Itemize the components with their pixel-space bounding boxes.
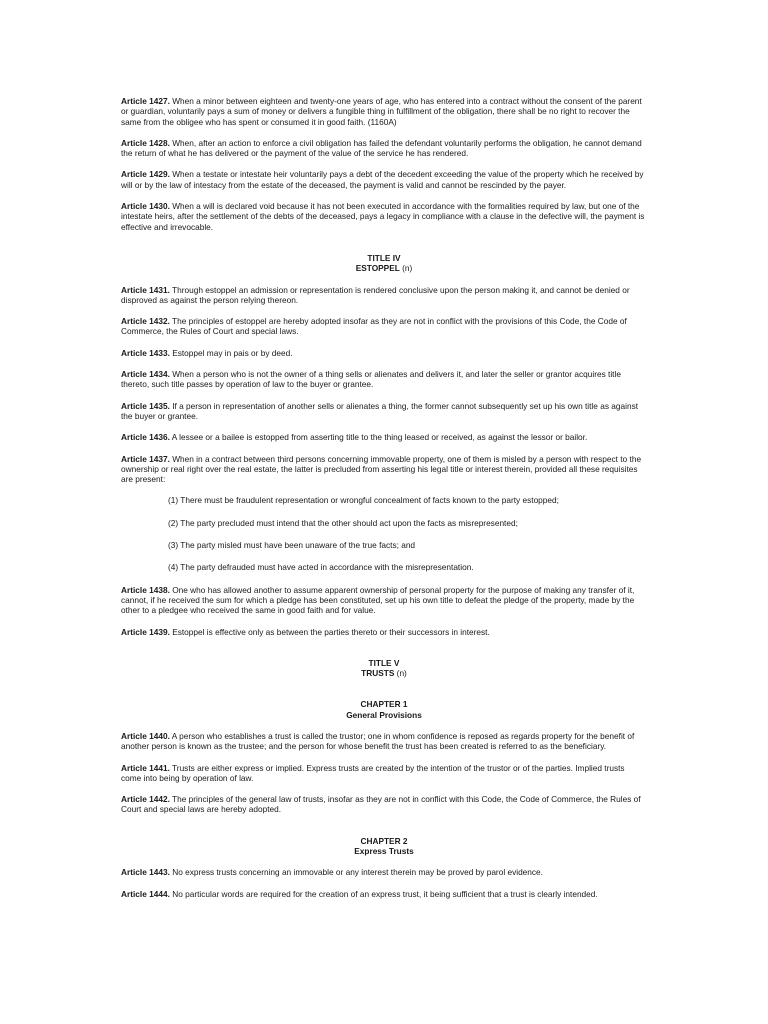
article-1443 bbox=[121, 867, 647, 877]
article-text: When, after an action to enforce a civil obligation has failed the defendant voluntarily performs the obligation, he cannot demand the return of what he has delivered or the payment of the value of the service he has rendered. bbox=[121, 137, 642, 159]
article-1436 bbox=[121, 432, 647, 442]
article-number: Article 1430. bbox=[121, 201, 170, 212]
article-1444 bbox=[121, 889, 647, 899]
article-number: Article 1428. bbox=[121, 137, 170, 148]
article-1429 bbox=[121, 169, 647, 190]
article-1440 bbox=[121, 731, 647, 752]
title-iv-heading bbox=[121, 253, 647, 274]
article-text: When in a contract between third persons concerning immovable property, one of them is misled by a person with respect to the ownership or real right over the real estate, the latter is precluded from asserting his legal title or interest therein, provided all these requisites are present: bbox=[121, 453, 642, 485]
heading-chapter-number: CHAPTER 2 bbox=[360, 835, 408, 846]
article-text: When a minor between eighteen and twenty-one years of age, who has entered into a contract without the consent of the parent or guardian, voluntarily pays a sum of money or delivers a fungible thing in fulfillment of the obligation, there shall be no right to recover the same from the obligee who has spent or consumed it in good faith. (1160A) bbox=[121, 96, 642, 127]
article-number: Article 1429. bbox=[121, 169, 170, 180]
article-1427 bbox=[121, 96, 647, 127]
article-1432 bbox=[121, 316, 647, 337]
article-number: Article 1431. bbox=[121, 284, 170, 295]
chapter-1-heading bbox=[121, 699, 647, 720]
article-1434 bbox=[121, 369, 647, 390]
article-1431 bbox=[121, 285, 647, 306]
article-text: When a testate or intestate heir voluntarily pays a debt of the decedent exceeding the value of the property which he received by will or by the law of intestacy from the estate of the deceased, the payment is valid and cannot be rescinded by the payer. bbox=[121, 169, 644, 190]
article-number: Article 1443. bbox=[121, 867, 170, 878]
heading-chapter-name: Express Trusts bbox=[354, 846, 414, 857]
article-text: No particular words are required for the creation of an express trust, it being sufficient that a trust is clearly intended. bbox=[169, 888, 598, 899]
article-number: Article 1440. bbox=[121, 730, 170, 741]
article-text: When a person who is not the owner of a thing sells or alienates and delivers it, and later the seller or grantor acquires title thereto, such title passes by operation of law to the buyer or grantee. bbox=[121, 369, 621, 390]
article-number: Article 1441. bbox=[121, 762, 170, 773]
article-number: Article 1434. bbox=[121, 369, 170, 380]
heading-chapter-name: General Provisions bbox=[346, 709, 422, 720]
article-number: Article 1438. bbox=[121, 584, 170, 595]
heading-title-number: TITLE V bbox=[368, 657, 400, 668]
article-1442 bbox=[121, 794, 647, 815]
heading-chapter-number: CHAPTER 1 bbox=[360, 699, 408, 710]
heading-suffix: (n) bbox=[394, 668, 407, 679]
heading-title-name bbox=[121, 263, 647, 273]
article-text: Trusts are either express or implied. Express trusts are created by the intention of the trustor or of the parties. Implied trusts come into being by operation of law. bbox=[121, 762, 625, 783]
article-text: No express trusts concerning an immovable or any interest therein may be proved by parol evidence. bbox=[169, 867, 543, 878]
article-text: Estoppel is effective only as between the parties thereto or their successors in interest. bbox=[169, 626, 490, 637]
heading-title-number: TITLE IV bbox=[367, 252, 401, 263]
article-1430 bbox=[121, 201, 647, 232]
heading-suffix: (n) bbox=[399, 263, 413, 274]
requisite-item: (1) There must be fraudulent representation or wrongful concealment of facts known to the party estopped; bbox=[168, 495, 559, 506]
article-number: Article 1436. bbox=[121, 432, 170, 443]
article-number: Article 1427. bbox=[121, 96, 170, 106]
article-text: A lessee or a bailee is estopped from asserting title to the thing leased or received, as against the lessor or bailor. bbox=[169, 432, 588, 443]
article-text: The principles of the general law of trusts, insofar as they are not in conflict with this Code, the Code of Commerce, the Rules of Court and special laws are hereby adopted. bbox=[121, 794, 641, 815]
requisite-item: (3) The party misled must have been unaware of the true facts; and bbox=[168, 540, 416, 551]
article-text: A person who establishes a trust is called the trustor; one in whom confidence is reposed as regards property for the benefit of another person is known as the trustee; and the person for whose benefit the trust has been created is referred to as the beneficiary. bbox=[121, 730, 635, 752]
article-text: When a will is declared void because it has not been executed in accordance with the formalities required by law, but one of the intestate heirs, after the settlement of the debts of the deceased, pays a legacy in compliance with a clause in the defective will, the payment is effective and irrevocable. bbox=[121, 201, 645, 232]
article-1435 bbox=[121, 401, 647, 422]
article-number: Article 1442. bbox=[121, 794, 170, 805]
article-text: One who has allowed another to assume apparent ownership of personal property for the purpose of making any transfer of it, cannot, if he received the sum for which a pledge has been constituted, set up his own title to defeat the pledge of the property, made by the other to a pledgee who received the same in good faith and for value. bbox=[121, 584, 635, 616]
article-1438 bbox=[121, 585, 647, 616]
heading-name-text: ESTOPPEL bbox=[355, 263, 400, 274]
article-number: Article 1439. bbox=[121, 626, 170, 637]
article-1439 bbox=[121, 627, 647, 637]
article-1437 bbox=[121, 454, 647, 485]
requisite-item: (4) The party defrauded must have acted in accordance with the misrepresentation. bbox=[168, 562, 474, 573]
article-text: The principles of estoppel are hereby adopted insofar as they are not in conflict with the provisions of this Code, the Code of Commerce, the Rules of Court and special laws. bbox=[121, 316, 627, 337]
article-number: Article 1432. bbox=[121, 316, 170, 327]
article-1441 bbox=[121, 763, 647, 784]
requisite-item: (2) The party precluded must intend that the other should act upon the facts as misrepresented; bbox=[168, 517, 518, 528]
chapter-2-heading bbox=[121, 836, 647, 857]
article-text: If a person in representation of another sells or alienates a thing, the former cannot subsequently set up his own title as against the buyer or grantee. bbox=[121, 400, 639, 421]
article-1428 bbox=[121, 138, 647, 159]
article-number: Article 1437. bbox=[121, 453, 170, 464]
article-number: Article 1435. bbox=[121, 400, 170, 411]
article-number: Article 1444. bbox=[121, 888, 170, 899]
title-v-heading bbox=[121, 658, 647, 679]
heading-title-name bbox=[121, 668, 647, 678]
article-number: Article 1433. bbox=[121, 347, 170, 358]
article-text: Through estoppel an admission or representation is rendered conclusive upon the person making it, and cannot be denied or disproved as against the person relying thereon. bbox=[121, 284, 630, 305]
heading-name-text: TRUSTS bbox=[361, 668, 395, 679]
article-1433 bbox=[121, 348, 647, 358]
article-text: Estoppel may in pais or by deed. bbox=[169, 347, 293, 358]
